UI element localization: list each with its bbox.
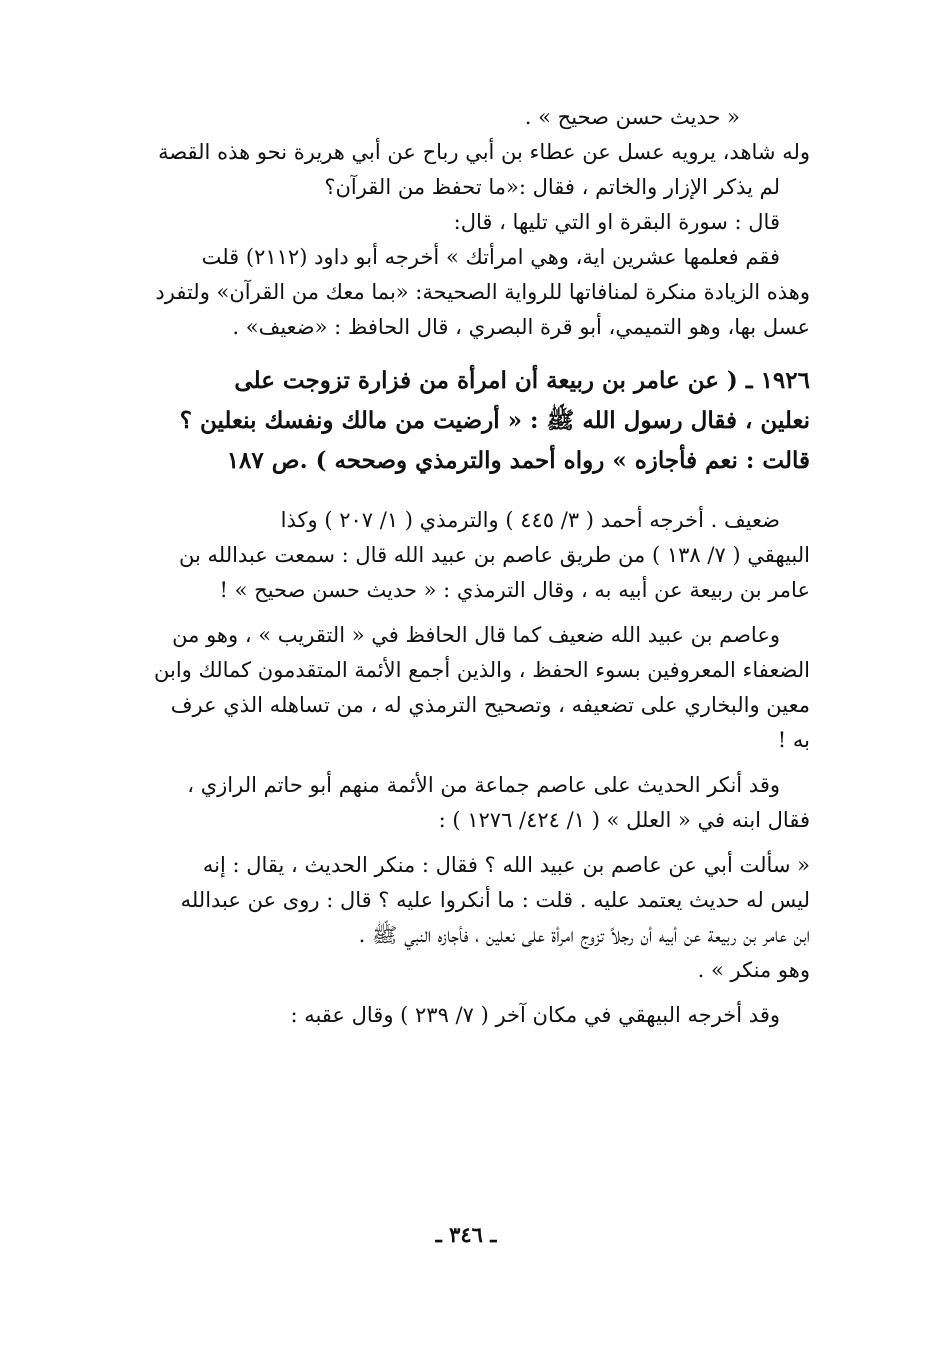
page-number: ـ ٣٤٦ ـ: [435, 1222, 497, 1247]
text-line: عامر بن ربيعة عن أبيه به ، وقال الترمذي : « حديث حسن صحيح » !: [219, 578, 810, 602]
text-line: ليس له حديث يعتمد عليه . قلت : ما أنكروا عليه ؟ قال : روى عن عبدالله: [180, 888, 810, 912]
text-line: فقم فعلمها عشرين اية، وهي امرأتك » أخرجه أبو داود (٢١١٢) قلت: [201, 245, 780, 269]
text-line: لم يذكر الإزار والخاتم ، فقال :«ما تحفظ من القرآن؟: [324, 175, 780, 199]
hadith-line: نعلين ، فقال رسول الله ﷺ : « أرضيت من مالك ونفسك بنعلين ؟: [179, 407, 810, 434]
text-line: معين والبخاري على تضعيفه ، وتصحيح الترمذي له ، من تساهله الذي عرف: [170, 693, 810, 717]
text-line: قال : سورة البقرة او التي تليها ، قال:: [453, 210, 780, 234]
text-line: ضعيف . أخرجه أحمد ( ٣/ ٤٤٥ ) والترمذي ( ١/ ٢٠٧ ) وكذا: [280, 508, 780, 532]
text-block-5: [95, 848, 810, 988]
text-block-2: [95, 503, 810, 608]
text-block-3: [95, 618, 810, 758]
hadith-line: قالت : نعم فأجازه » رواه أحمد والترمذي وصححه ) .ص ١٨٧: [226, 447, 810, 474]
text-line: وقد أنكر الحديث على عاصم جماعة من الأئمة منهم أبو حاتم الرازي ،: [187, 773, 780, 797]
hadith-block: [95, 361, 810, 481]
text-line: الضعفاء المعروفين بسوء الحفظ ، والذين أجمع الأئمة المتقدمون كمالك وابن: [154, 658, 810, 682]
text-block-4: [95, 768, 810, 838]
text-line: فقال ابنه في « العلل » ( ١/ ٤٢٤/ ١٢٧٦ ) :: [438, 808, 810, 832]
page-body: [95, 100, 810, 1043]
text-line: البيهقي ( ٧/ ١٣٨ ) من طريق عاصم بن عبيد الله قال : سمعت عبدالله بن: [178, 543, 810, 567]
text-line: عسل بها، وهو التميمي، أبو قرة البصري ، قال الحافظ : «ضعيف» .: [232, 315, 810, 339]
text-line: وقد أخرجه البيهقي في مكان آخر ( ٧/ ٢٣٩ ) وقال عقبه :: [290, 1003, 780, 1027]
hadith-line: ١٩٢٦ ـ ( عن عامر بن ربيعة أن امرأة من فزارة تزوجت على: [234, 367, 810, 394]
text-line: وهذه الزيادة منكرة لمنافاتها للرواية الصحيحة: «بما معك من القرآن» ولتفرد: [155, 280, 810, 304]
text-line: وعاصم بن عبيد الله ضعيف كما قال الحافظ في « التقريب » ، وهو من: [172, 623, 780, 647]
text-line: « سألت أبي عن عاصم بن عبيد الله ؟ فقال : منكر الحديث ، يقال : إنه: [202, 853, 810, 877]
text-line: وهو منكر » .: [697, 958, 810, 982]
text-block-1: [95, 100, 810, 345]
text-block-6: [95, 998, 810, 1033]
text-line: « حديث حسن صحيح » .: [524, 105, 740, 129]
text-line: ابن عامر بن ربيعة عن أبيه أن رجلاً تزوج امرأة على نعلين ، فأجازه النبي ﷺ .: [358, 923, 810, 947]
text-line: وله شاهد، يرويه عسل عن عطاء بن أبي رباح عن أبي هريرة نحو هذه القصة: [158, 140, 810, 164]
text-line: به !: [777, 728, 810, 752]
